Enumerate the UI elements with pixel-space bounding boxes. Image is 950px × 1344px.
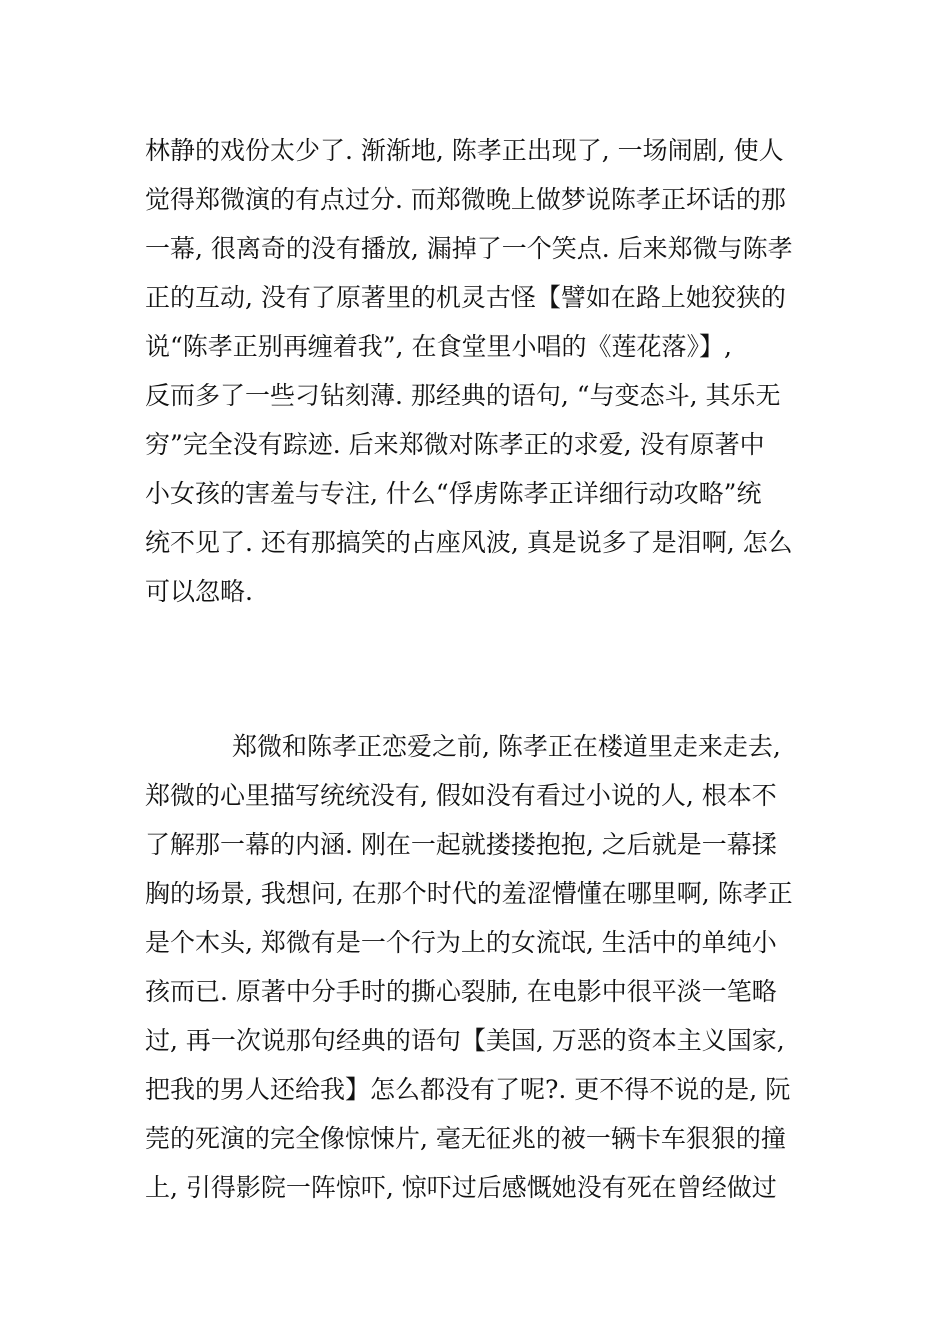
text-line: 孩而已. 原著中分手时的撕心裂肺, 在电影中很平淡一笔略: [145, 977, 777, 1006]
text-line: 统不见了. 还有那搞笑的占座风波, 真是说多了是泪啊, 怎么: [145, 528, 793, 557]
text-line: 觉得郑微演的有点过分. 而郑微晚上做梦说陈孝正坏话的那: [145, 185, 786, 214]
text-line: 把我的男人还给我】怎么都没有了呢?. 更不得不说的是, 阮: [145, 1075, 791, 1104]
text-line: 是个木头, 郑微有是一个行为上的女流氓, 生活中的单纯小: [145, 928, 777, 957]
text-line: 一幕, 很离奇的没有播放, 漏掉了一个笑点. 后来郑微与陈孝: [145, 234, 793, 263]
paragraph-1: [145, 126, 825, 616]
paragraph-2: [145, 722, 825, 1212]
text-line: 过, 再一次说那句经典的语句【美国, 万恶的资本主义国家,: [145, 1026, 785, 1055]
text-line: 胸的场景, 我想问, 在那个时代的羞涩懵懂在哪里啊, 陈孝正: [145, 879, 793, 908]
text-line: 说“陈孝正别再缠着我”, 在食堂里小唱的《莲花落》】,: [145, 332, 732, 361]
text-line: 反而多了一些刁钻刻薄. 那经典的语句, “与变态斗, 其乐无: [145, 381, 781, 410]
text-line: 莞的死演的完全像惊悚片, 毫无征兆的被一辆卡车狠狠的撞: [145, 1124, 786, 1153]
text-line: 可以忽略.: [145, 577, 253, 606]
text-line: 郑微和陈孝正恋爱之前, 陈孝正在楼道里走来走去,: [232, 732, 781, 761]
text-line: 郑微的心里描写统统没有, 假如没有看过小说的人, 根本不: [145, 781, 777, 810]
text-line: 了解那一幕的内涵. 刚在一起就搂搂抱抱, 之后就是一幕揉: [145, 830, 777, 859]
text-line: 正的互动, 没有了原著里的机灵古怪【譬如在路上她狡狭的: [145, 283, 786, 312]
text-line: 穷”完全没有踪迹. 后来郑微对陈孝正的求爱, 没有原著中: [145, 430, 765, 459]
text-line: 林静的戏份太少了. 渐渐地, 陈孝正出现了, 一场闹剧, 使人: [145, 136, 784, 165]
text-line: 小女孩的害羞与专注, 什么“俘虏陈孝正详细行动攻略”统: [145, 479, 762, 508]
text-line: 上, 引得影院一阵惊吓, 惊吓过后感慨她没有死在曾经做过: [145, 1173, 777, 1202]
